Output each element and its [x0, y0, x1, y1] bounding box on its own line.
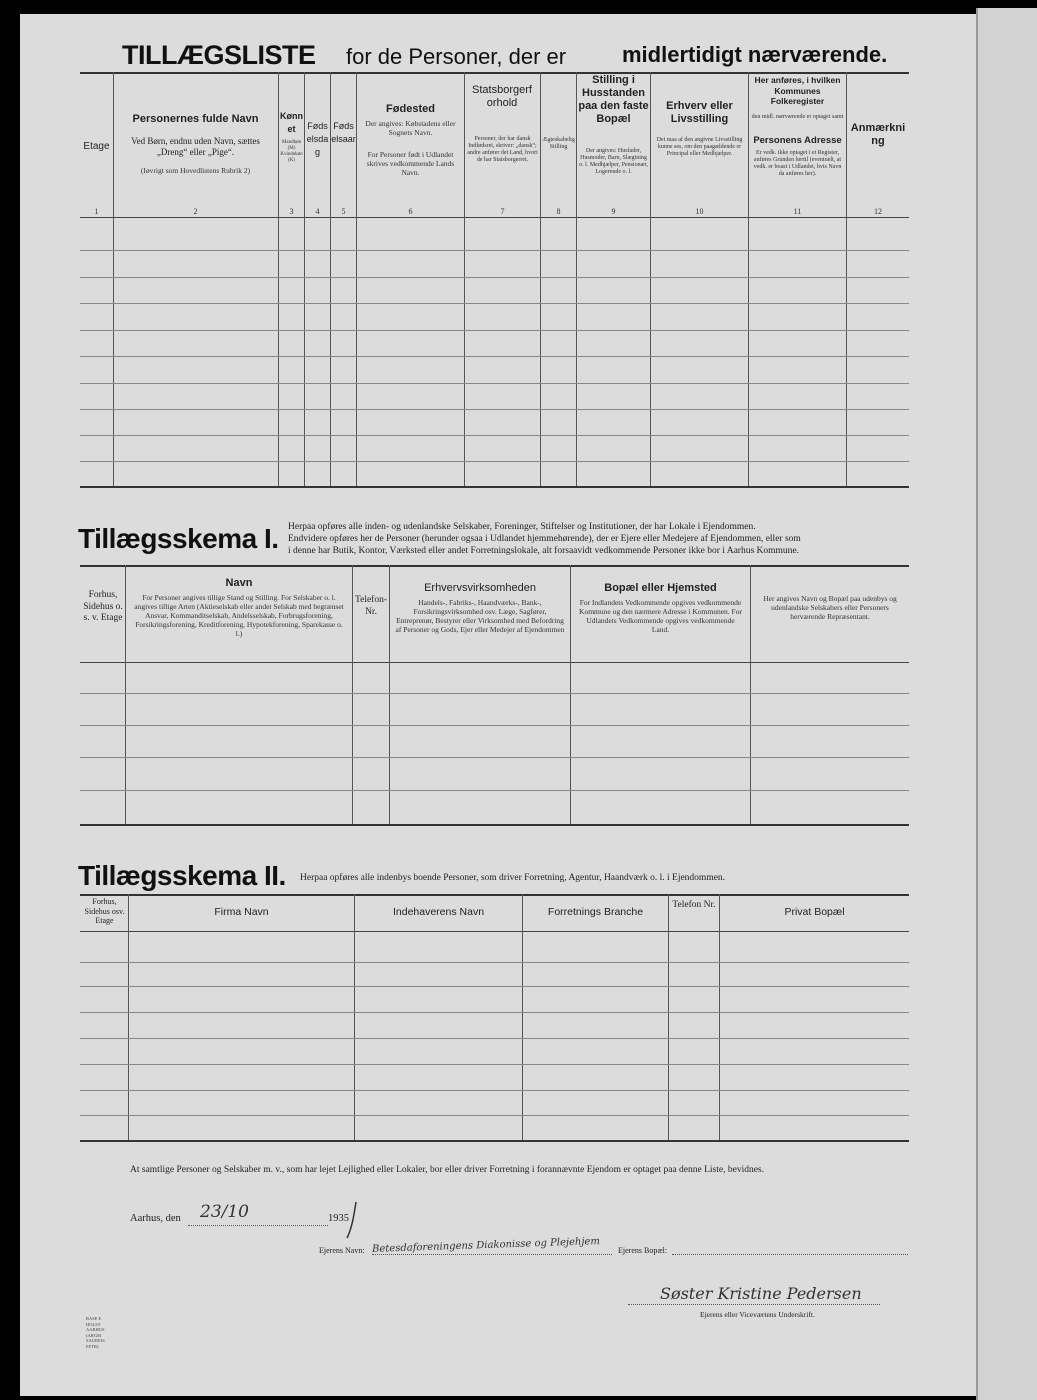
- col-adresse-sub: Er vedk. ikke optaget i et Register, anføres Grunden hertil (eventuelt, at vedk. er boast i Udlandet, hvis Navn da anføres her).: [753, 150, 842, 177]
- col-6-num: 6: [408, 207, 413, 216]
- skema2-col-firma: Firma Navn: [214, 906, 269, 918]
- skema1-col-erhverv-head: Erhvervsvirksomheden: [424, 582, 536, 594]
- col-5-num: 5: [341, 207, 346, 216]
- skema1-col-navn-sub: For Personer angives tillige Stand og Stilling. For Selskaber o. l. angives tillige Arten (Aktieselskab eller andet Selskab med begrænset Ansvar, Kommanditselskab, Andelsselskab, Forbrugsforening, Forsikringsforening, Kreditforening, Hypotekforening, Sparekasse o. l.): [134, 593, 344, 638]
- col-stilling-head: Stilling i Husstanden paa den faste Bopæl: [578, 74, 649, 125]
- place-label: Aarhus, den: [130, 1213, 181, 1224]
- col-statsborger-sub: Personer, der har dansk Indfødsret, skriver: „dansk“; andre anfører det Land, hvori de har Statsborgerret.: [467, 136, 538, 163]
- col-stilling-sub: Der angives: Husfader, Husmoder, Barn, Slægtning o. l. Medhjælper, Pensionær, Logerende o. l.: [579, 148, 648, 175]
- signature-flourish-icon: [344, 1200, 360, 1240]
- list-title-rest: for de Personer, der er: [346, 44, 567, 69]
- skema1-intro-2: Endvidere opføres her de Personer (herunder ogsaa i Udlandet hjemmehørende), der er Ejere eller Medejere af Ejendommen, eller som: [288, 534, 801, 544]
- owner-name-label: Ejerens Navn:: [319, 1246, 365, 1255]
- owner-name-handwritten: Betesdaforeningens Diakonisse og Plejehjem: [371, 1236, 601, 1255]
- skema1-col-rep: Her angives Navn og Bopæl paa udenbys og udenlandske Selskabers eller Personers herværende Repræsentant.: [763, 594, 897, 621]
- signature-label: Ejerens eller Viceværtens Underskrift.: [700, 1310, 815, 1319]
- skema2-col-etage: Forhus, Sidehus osv. Etage: [84, 897, 125, 925]
- col-fodested-head: Fødested: [386, 103, 435, 115]
- skema2-col-bopael: Privat Bopæl: [784, 906, 845, 918]
- declaration: At samtlige Personer og Selskaber m. v., som har lejet Lejlighed eller Lokaler, bor eller driver Forretning i forannævnte Ejendom er optaget paa denne Liste, bevidnes.: [130, 1165, 764, 1175]
- col-fodested-sub2: For Personer født i Udlandet skrives vedkommende Lands Navn.: [366, 150, 455, 177]
- date-handwritten: 23/10: [200, 1202, 249, 1222]
- year: 1935: [328, 1213, 349, 1224]
- skema1-col-bopael-sub: For Indlandets Vedkommende opgives vedkommende Kommune og den nærmere Adresse i Kommunen. For Udlandets Vedkommende opgives vedkommende Land.: [579, 598, 742, 634]
- col-fodselsdag-head: Fødselsdag: [306, 121, 329, 157]
- skema1-col-etage: Forhus, Sidehus o. s. v. Etage: [83, 590, 123, 623]
- skema1-col-bopael-head: Bopæl eller Hjemsted: [604, 582, 717, 594]
- skema2-title: Tillægsskema II.: [78, 860, 286, 891]
- form-page: [20, 14, 976, 1396]
- col-3-num: 3: [289, 207, 294, 216]
- col-7-num: 7: [500, 207, 505, 216]
- col-fodested-sub: Der angives: Købstadens eller Sognets Navn.: [365, 119, 456, 137]
- signature-handwritten: Søster Kristine Pedersen: [660, 1284, 862, 1303]
- col-erhverv-sub: Det maa af den angivne Livsstilling kunne ses, om den paagældende er Principal eller Medhjælper.: [656, 137, 743, 157]
- list-title-bold: midlertidigt nærværende.: [622, 42, 888, 67]
- col-statsborger-head: Statsborgerforhold: [472, 84, 532, 109]
- col-8-num: 8: [556, 207, 561, 216]
- skema1-intro-1: Herpaa opføres alle inden- og udenlandske Selskaber, Foreninger, Stiftelser og Institutioner, der har Lokale i Ejendommen.: [288, 522, 756, 532]
- skema1-col-erhverv-sub: Handels-, Fabriks-, Haandværks-, Bank-, Forsikringsvirksomhed osv. Læge, Sagfører, Entreprenør, Bestyrer eller Virksomhed med Befordring af Personer og Gods, Ejer eller Medejer af Ejendommen: [395, 598, 565, 634]
- col-anmaerkning-head: Anmærkning: [850, 122, 906, 147]
- list-title-main: TILLÆGSLISTE: [122, 40, 316, 70]
- col-12-num: 12: [874, 207, 882, 216]
- skema2-col-branche: Forretnings Branche: [547, 906, 644, 918]
- col-kommune-sub: den midl. nærværende er optaget samt: [751, 114, 844, 120]
- col-aegteskab-head: Ægteskabelig Stilling: [542, 137, 575, 150]
- col-navn-sub2: (Iøvrigt som Hovedlistens Rubrik 2): [140, 166, 251, 175]
- col-9-num: 9: [611, 207, 616, 216]
- col-erhverv-head: Erhverv eller Livsstilling: [666, 100, 733, 125]
- col-navn-sub: Ved Børn, endnu uden Navn, sættes „Dreng“ eller „Pige“.: [131, 136, 260, 157]
- col-10-num: 10: [695, 207, 704, 216]
- skema2-col-telefon: Telefon Nr.: [672, 900, 716, 910]
- col-kon-sub: Mandkøn (M) Kvindekøn (K): [280, 140, 303, 163]
- col-adresse-head: Personens Adresse: [753, 135, 842, 146]
- skema1-col-navn-head: Navn: [225, 577, 253, 589]
- skema2-intro: Herpaa opføres alle indenbys boende Personer, som driver Forretning, Agentur, Haandværk o. l. i Ejendommen.: [300, 873, 726, 883]
- col-etage-head: Etage: [83, 141, 110, 152]
- col-11-num: 11: [793, 207, 802, 216]
- col-1-num: 1: [94, 207, 99, 216]
- next-page-edge: [976, 8, 1037, 1400]
- col-kommune-head: Her anføres, i hvilken Kommunes Folkeregister: [754, 75, 841, 106]
- skema1-title: Tillægsskema I.: [78, 523, 279, 554]
- col-4-num: 4: [315, 207, 320, 216]
- owner-address-label: Ejerens Bopæl:: [618, 1246, 668, 1255]
- col-kon-head: Kønnet: [280, 111, 303, 134]
- skema1-col-telefon: Telefon-Nr.: [354, 595, 388, 617]
- skema1-intro-3: i denne har Butik, Kontor, Værksted eller andet Forretningslokale, alt forsaavidt vedkommende Personer ikke bor i Aarhus Kommune.: [288, 546, 800, 556]
- col-2-num: 2: [193, 207, 198, 216]
- printer-imprint: RASE E HOLST AARHUS (ARGM SAUREIS EFTR): [86, 1316, 105, 1349]
- skema2-col-indehaver: Indehaverens Navn: [392, 906, 485, 918]
- col-fodselsaar-head: Fødselsaar: [331, 121, 356, 144]
- col-navn-head: Personernes fulde Navn: [132, 113, 259, 125]
